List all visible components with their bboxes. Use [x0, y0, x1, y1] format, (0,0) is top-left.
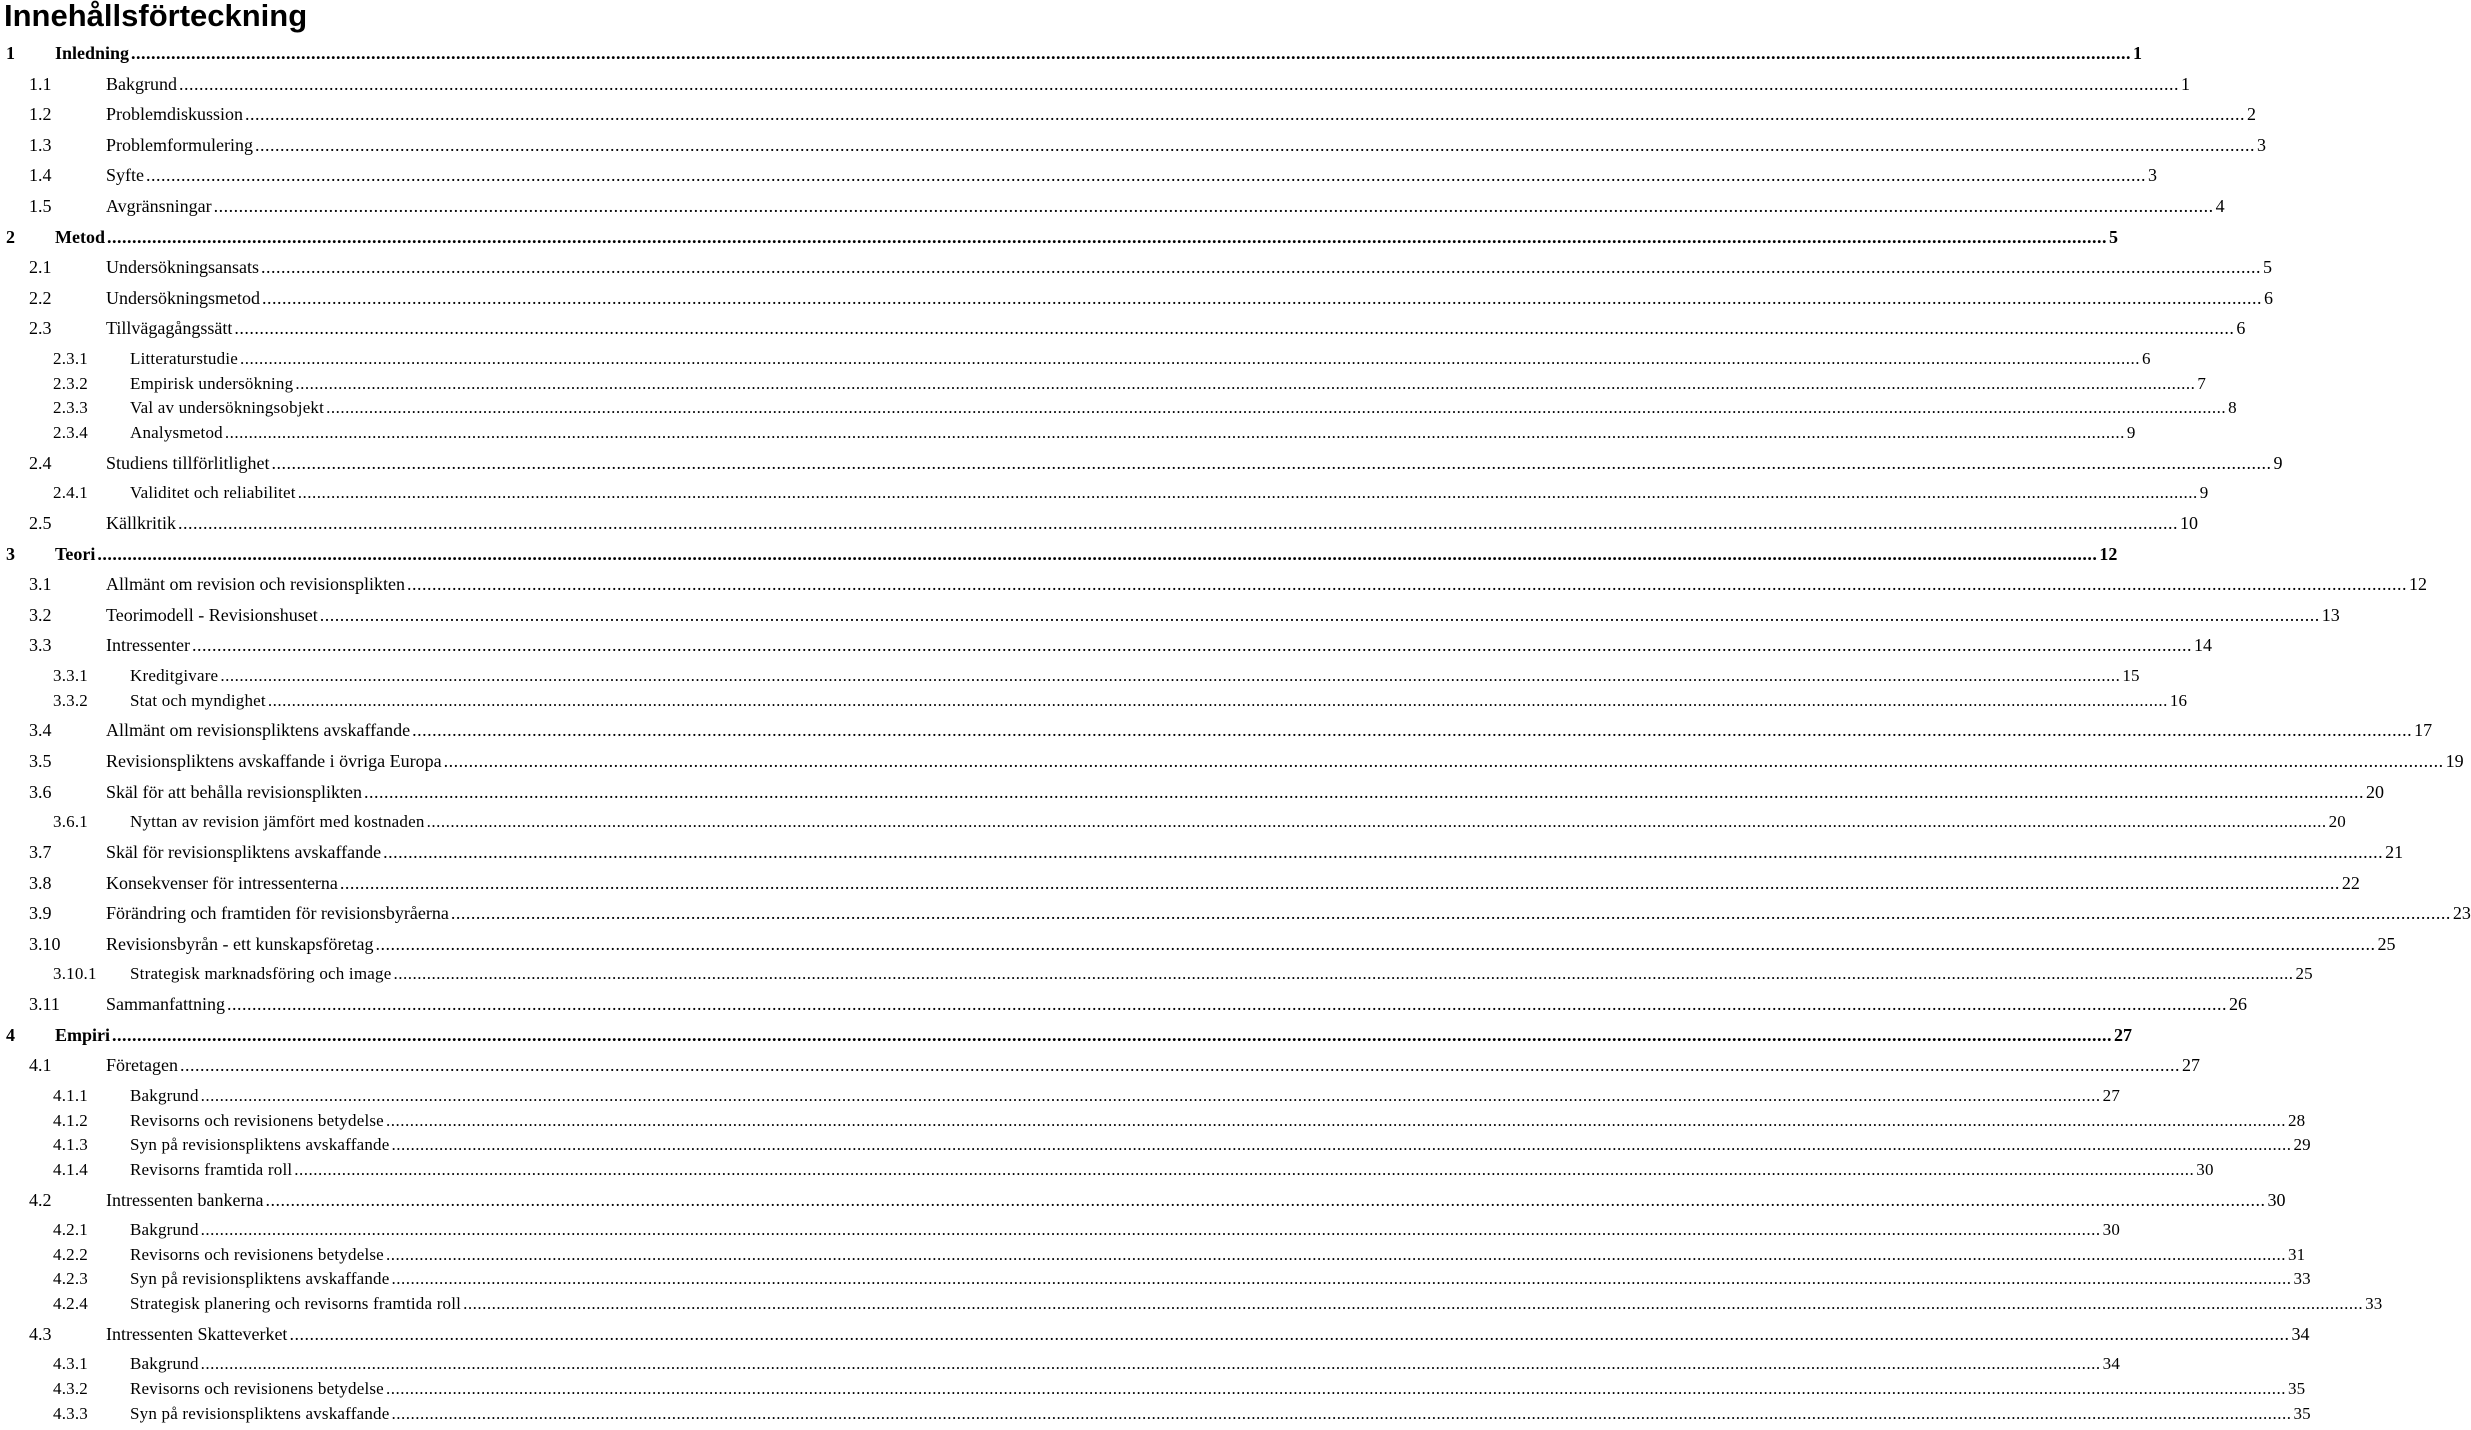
toc-entry-title: Syfte: [106, 165, 144, 186]
toc-entry[interactable]: [29, 989, 2247, 1015]
toc-entry-page: 28: [2287, 1110, 2306, 1130]
toc-entry[interactable]: [29, 746, 2464, 772]
toc-entry-number: 2.4: [29, 452, 52, 473]
toc-entry-title: Revisorns och revisionens betydelse: [130, 1110, 384, 1130]
toc-dot-leader: ................................................................................................................................................................................................................................................................................................................................................................................................................: [385, 1110, 2286, 1130]
toc-entry-title: Avgränsningar: [106, 196, 212, 216]
toc-entry-page: 1: [2181, 73, 2190, 94]
toc-entry-page: 12: [2099, 543, 2118, 564]
toc-entry-number: 2.3.2: [53, 373, 88, 393]
toc-entry-number: 2: [6, 226, 15, 247]
toc-entry[interactable]: [29, 929, 2396, 955]
toc-entry-title: Stat och myndighet: [130, 690, 266, 710]
toc-entry[interactable]: [53, 1130, 2311, 1156]
toc-entry-number: 2.3.1: [53, 349, 88, 368]
toc-entry-number: 3.3: [29, 635, 52, 656]
toc-entry-number: 3.1: [29, 574, 52, 595]
toc-entry[interactable]: [53, 1155, 2214, 1181]
toc-entry-title: Revisionspliktens avskaffande i övriga Europa: [106, 751, 442, 771]
toc-entry-number: 2.5: [29, 513, 52, 533]
toc-dot-leader: ................................................................................................................................................................................................................................................................................................................................................................................................................: [131, 43, 2132, 63]
toc-dot-leader: ................................................................................................................................................................................................................................................................................................................................................................................................................: [178, 513, 2178, 533]
toc-dot-leader: ................................................................................................................................................................................................................................................................................................................................................................................................................: [443, 751, 2444, 771]
toc-entry-page: 25: [2295, 964, 2313, 984]
toc-entry-page: 13: [2321, 604, 2340, 625]
toc-entry-number: 4.1.3: [53, 1135, 88, 1155]
toc-entry-page: 3: [2256, 134, 2266, 155]
toc-entry[interactable]: [53, 1215, 2121, 1241]
toc-entry-number: 2.1: [29, 257, 52, 278]
toc-dot-leader: ................................................................................................................................................................................................................................................................................................................................................................................................................: [245, 104, 2246, 125]
toc-entry[interactable]: [53, 1081, 2121, 1107]
toc-entry[interactable]: [29, 130, 2266, 156]
toc-entry-title: Analysmetod: [130, 422, 223, 442]
toc-dot-leader: ................................................................................................................................................................................................................................................................................................................................................................................................................: [412, 720, 2413, 741]
toc-entry-page: 27: [2114, 1024, 2133, 1045]
toc-entry-title: Intressenten Skatteverket: [106, 1323, 288, 1344]
toc-entry-number: 4.3.1: [53, 1354, 88, 1374]
toc-entry[interactable]: [29, 715, 2433, 741]
toc-entry[interactable]: [53, 478, 2209, 504]
toc-dot-leader: ................................................................................................................................................................................................................................................................................................................................................................................................................: [261, 287, 2262, 308]
toc-entry-number: 4.1.2: [53, 1110, 88, 1130]
toc-entry-number: 4.2.1: [53, 1220, 88, 1240]
toc-entry-number: 4.2: [29, 1189, 52, 1210]
toc-dot-leader: ................................................................................................................................................................................................................................................................................................................................................................................................................: [200, 1354, 2101, 1374]
toc-entry-title: Källkritik: [106, 513, 176, 533]
toc-entry-page: 21: [2385, 842, 2404, 862]
toc-entry-number: 3.4: [29, 720, 52, 741]
toc-entry-page: 6: [2263, 287, 2273, 308]
toc-entry[interactable]: [53, 393, 2237, 419]
toc-entry-number: 4.3.3: [53, 1403, 88, 1423]
page-title: Innehållsförteckning: [4, 0, 308, 33]
toc-entry[interactable]: [53, 344, 2151, 370]
toc-entry-title: Bakgrund: [130, 1354, 199, 1374]
toc-dot-leader: ................................................................................................................................................................................................................................................................................................................................................................................................................: [294, 1159, 2195, 1179]
toc-entry-number: 4.3.2: [53, 1379, 88, 1398]
toc-entry[interactable]: [53, 959, 2313, 985]
toc-dot-leader: ................................................................................................................................................................................................................................................................................................................................................................................................................: [383, 842, 2384, 862]
toc-entry-page: 22: [2341, 872, 2360, 893]
toc-entry-page: 35: [2287, 1379, 2306, 1398]
toc-entry-number: 4.2.3: [53, 1269, 88, 1289]
toc-entry[interactable]: [29, 99, 2257, 125]
toc-entry-number: 3.2: [29, 604, 52, 625]
toc-dot-leader: ................................................................................................................................................................................................................................................................................................................................................................................................................: [106, 226, 2107, 247]
toc-entry-page: 10: [2180, 513, 2198, 533]
toc-entry-title: Syn på revisionspliktens avskaffande: [130, 1403, 390, 1423]
toc-entry-title: Intressenten bankerna: [106, 1189, 264, 1210]
toc-entry-title: Undersökningsansats: [106, 257, 259, 278]
toc-entry-page: 30: [2102, 1220, 2121, 1240]
toc-entry[interactable]: [53, 1349, 2121, 1375]
toc-entry-title: Nyttan av revision jämfört med kostnaden: [130, 812, 425, 832]
toc-entry-number: 3.8: [29, 872, 52, 893]
toc-entry-page: 25: [2377, 933, 2396, 954]
toc-entry-page: 35: [2293, 1403, 2311, 1423]
toc-entry-number: 1: [6, 43, 15, 63]
toc-entry[interactable]: [53, 1374, 2306, 1400]
toc-entry-page: 4: [2215, 196, 2225, 216]
toc-entry-page: 30: [2196, 1159, 2214, 1179]
toc-entry-number: 4.1: [29, 1055, 52, 1076]
toc-entry[interactable]: [29, 1319, 2310, 1345]
toc-entry[interactable]: [53, 1289, 2383, 1315]
toc-dot-leader: ................................................................................................................................................................................................................................................................................................................................................................................................................: [240, 349, 2140, 368]
toc-entry-page: 2: [2247, 104, 2257, 125]
toc-entry-title: Empiri: [55, 1024, 111, 1045]
toc-dot-leader: ................................................................................................................................................................................................................................................................................................................................................................................................................: [146, 165, 2146, 186]
toc-dot-leader: ................................................................................................................................................................................................................................................................................................................................................................................................................: [191, 635, 2192, 656]
toc-entry-title: Konsekvenser för intressenterna: [106, 872, 338, 893]
toc-entry[interactable]: [6, 222, 2118, 248]
toc-entry-number: 1.5: [29, 196, 52, 216]
toc-entry-title: Studiens tillförlitlighet: [106, 452, 270, 473]
toc-entry-page: 1: [2133, 43, 2143, 63]
toc-entry[interactable]: [29, 283, 2273, 309]
toc-dot-leader: ................................................................................................................................................................................................................................................................................................................................................................................................................: [385, 1244, 2286, 1264]
toc-entry-title: Bakgrund: [130, 1086, 199, 1105]
toc-dot-leader: ................................................................................................................................................................................................................................................................................................................................................................................................................: [220, 666, 2121, 685]
toc-entry-page: 34: [2102, 1354, 2121, 1374]
toc-entry-page: 9: [2273, 452, 2283, 473]
toc-entry-number: 3.11: [29, 994, 60, 1015]
toc-entry-number: 1.3: [29, 134, 52, 155]
toc-dot-leader: ................................................................................................................................................................................................................................................................................................................................................................................................................: [339, 872, 2340, 893]
toc-entry-page: 3: [2148, 165, 2157, 186]
toc-entry-number: 3.10: [29, 933, 61, 954]
toc-entry[interactable]: [53, 661, 2140, 687]
toc-dot-leader: ................................................................................................................................................................................................................................................................................................................................................................................................................: [463, 1294, 2364, 1313]
toc-dot-leader: ................................................................................................................................................................................................................................................................................................................................................................................................................: [267, 690, 2168, 710]
toc-dot-leader: ................................................................................................................................................................................................................................................................................................................................................................................................................: [297, 483, 2198, 503]
toc-entry-page: 8: [2228, 398, 2237, 418]
toc-entry-title: Företagen: [106, 1055, 178, 1076]
toc-entry-page: 17: [2414, 720, 2433, 741]
toc-entry-page: 9: [2126, 422, 2136, 442]
toc-entry[interactable]: [53, 686, 2188, 712]
toc-dot-leader: ................................................................................................................................................................................................................................................................................................................................................................................................................: [112, 1024, 2113, 1045]
toc-entry-page: 5: [2108, 226, 2118, 247]
toc-entry-page: 12: [2408, 574, 2427, 595]
toc-entry-page: 5: [2262, 257, 2272, 278]
toc-entry-page: 33: [2365, 1294, 2383, 1313]
toc-entry-title: Bakgrund: [106, 73, 177, 94]
toc-entry[interactable]: [53, 1399, 2311, 1425]
toc-dot-leader: ................................................................................................................................................................................................................................................................................................................................................................................................................: [224, 422, 2125, 442]
toc-entry-title: Revisorns och revisionens betydelse: [130, 1379, 384, 1398]
toc-entry[interactable]: [29, 777, 2384, 803]
toc-entry-number: 2.2: [29, 287, 52, 308]
toc-entry-page: 27: [2102, 1086, 2121, 1105]
toc-entry-number: 3.3.2: [53, 690, 88, 710]
toc-dot-leader: ................................................................................................................................................................................................................................................................................................................................................................................................................: [200, 1220, 2101, 1240]
toc-entry-title: Strategisk planering och revisorns framtida roll: [130, 1294, 462, 1313]
toc-entry-title: Revisionsbyrån - ett kunskapsföretag: [106, 933, 374, 954]
toc-entry-title: Revisorns och revisionens betydelse: [130, 1244, 384, 1264]
toc-entry[interactable]: [6, 1020, 2133, 1046]
toc-entry-title: Sammanfattning: [106, 994, 225, 1015]
toc-entry[interactable]: [29, 1050, 2200, 1076]
toc-dot-leader: ................................................................................................................................................................................................................................................................................................................................................................................................................: [391, 1135, 2292, 1155]
toc-entry-title: Revisorns framtida roll: [130, 1159, 293, 1179]
toc-entry-page: 20: [2328, 812, 2346, 832]
toc-dot-leader: ................................................................................................................................................................................................................................................................................................................................................................................................................: [260, 257, 2261, 278]
toc-entry-page: 19: [2445, 751, 2464, 771]
toc-entry[interactable]: [29, 191, 2225, 217]
toc-entry-title: Empirisk undersökning: [130, 373, 294, 393]
toc-entry-number: 3.5: [29, 751, 52, 771]
toc-entry[interactable]: [29, 252, 2272, 278]
toc-entry[interactable]: [29, 868, 2360, 894]
toc-entry-number: 4.1.4: [53, 1159, 88, 1179]
toc-entry-page: 34: [2291, 1323, 2310, 1344]
toc-entry-title: Syn på revisionspliktens avskaffande: [130, 1269, 390, 1289]
toc-entry-page: 26: [2228, 994, 2247, 1015]
toc-entry-number: 1.4: [29, 165, 52, 186]
toc-entry-title: Teori: [55, 543, 96, 564]
toc-entry[interactable]: [29, 837, 2404, 863]
toc-entry-number: 3.3.1: [53, 666, 88, 685]
toc-dot-leader: ................................................................................................................................................................................................................................................................................................................................................................................................................: [375, 933, 2376, 954]
toc-entry-page: 29: [2293, 1135, 2311, 1155]
toc-entry-page: 9: [2199, 483, 2209, 503]
toc-entry-number: 3.9: [29, 903, 52, 924]
toc-dot-leader: ................................................................................................................................................................................................................................................................................................................................................................................................................: [319, 604, 2320, 625]
toc-entry-page: 30: [2267, 1189, 2286, 1210]
toc-entry-number: 3.6: [29, 781, 52, 802]
toc-entry-page: 15: [2122, 666, 2140, 685]
toc-entry-title: Tillvägagångssätt: [106, 318, 233, 339]
toc-entry-number: 3.10.1: [53, 964, 97, 984]
toc-dot-leader: ................................................................................................................................................................................................................................................................................................................................................................................................................: [391, 1269, 2292, 1289]
toc-entry-title: Intressenter: [106, 635, 190, 656]
toc-entry-page: 27: [2181, 1055, 2200, 1076]
toc-entry[interactable]: [53, 418, 2136, 444]
toc-dot-leader: ................................................................................................................................................................................................................................................................................................................................................................................................................: [363, 781, 2364, 802]
toc-dot-leader: ................................................................................................................................................................................................................................................................................................................................................................................................................: [289, 1323, 2290, 1344]
toc-entry-title: Kreditgivare: [130, 666, 219, 685]
toc-entry-number: 2.3.3: [53, 398, 88, 418]
toc-entry-number: 4.3: [29, 1323, 52, 1344]
toc-entry-page: 16: [2169, 690, 2188, 710]
toc-entry-number: 4: [6, 1024, 15, 1045]
toc-dot-leader: ................................................................................................................................................................................................................................................................................................................................................................................................................: [213, 196, 2214, 216]
toc-entry[interactable]: [29, 313, 2246, 339]
toc-entry-title: Bakgrund: [130, 1220, 199, 1240]
toc-dot-leader: ................................................................................................................................................................................................................................................................................................................................................................................................................: [393, 964, 2294, 984]
toc-entry-title: Teorimodell - Revisionshuset: [106, 604, 318, 625]
toc-entry-title: Skäl för att behålla revisionsplikten: [106, 781, 362, 802]
toc-entry-title: Skäl för revisionspliktens avskaffande: [106, 842, 382, 862]
toc-entry[interactable]: [29, 69, 2190, 95]
toc-entry[interactable]: [29, 898, 2471, 924]
toc-entry[interactable]: [29, 160, 2157, 186]
toc-entry-number: 2.4.1: [53, 483, 88, 503]
toc-entry-number: 2.3: [29, 318, 52, 339]
toc-dot-leader: ................................................................................................................................................................................................................................................................................................................................................................................................................: [295, 373, 2196, 393]
toc-entry-title: Validitet och reliabilitet: [130, 483, 296, 503]
toc-entry-title: Undersökningsmetod: [106, 287, 260, 308]
toc-entry-number: 4.2.4: [53, 1294, 88, 1313]
toc-entry-title: Val av undersökningsobjekt: [130, 398, 325, 418]
toc-entry[interactable]: [53, 1240, 2306, 1266]
toc-entry[interactable]: [6, 539, 2118, 565]
toc-entry-number: 1.1: [29, 73, 52, 94]
toc-entry[interactable]: [53, 807, 2346, 833]
toc-entry-number: 2.3.4: [53, 422, 88, 442]
toc-dot-leader: ................................................................................................................................................................................................................................................................................................................................................................................................................: [391, 1403, 2292, 1423]
toc-dot-leader: ................................................................................................................................................................................................................................................................................................................................................................................................................: [200, 1086, 2101, 1105]
toc-dot-leader: ................................................................................................................................................................................................................................................................................................................................................................................................................: [385, 1379, 2286, 1398]
toc-entry-page: 14: [2193, 635, 2212, 656]
toc-entry[interactable]: [6, 38, 2143, 64]
toc-entry-number: 3.6.1: [53, 812, 88, 832]
toc-dot-leader: ................................................................................................................................................................................................................................................................................................................................................................................................................: [254, 134, 2255, 155]
toc-entry-page: 6: [2236, 318, 2246, 339]
toc-entry-page: 6: [2142, 349, 2151, 368]
toc-entry-number: 4.1.1: [53, 1086, 88, 1105]
toc-entry[interactable]: [29, 600, 2340, 626]
toc-dot-leader: ................................................................................................................................................................................................................................................................................................................................................................................................................: [226, 994, 2227, 1015]
toc-dot-leader: ................................................................................................................................................................................................................................................................................................................................................................................................................: [265, 1189, 2266, 1210]
toc-entry-page: 33: [2293, 1269, 2311, 1289]
toc-entry[interactable]: [53, 369, 2207, 395]
toc-entry-number: 4.2.2: [53, 1244, 88, 1264]
toc-entry[interactable]: [53, 1106, 2306, 1132]
toc-entry[interactable]: [29, 448, 2283, 474]
toc-entry-number: 3.7: [29, 842, 52, 862]
toc-dot-leader: ................................................................................................................................................................................................................................................................................................................................................................................................................: [406, 574, 2407, 595]
toc-dot-leader: ................................................................................................................................................................................................................................................................................................................................................................................................................: [97, 543, 2098, 564]
toc-entry-page: 31: [2287, 1244, 2306, 1264]
toc-entry-title: Inledning: [55, 43, 130, 63]
toc-entry-title: Problemdiskussion: [106, 104, 244, 125]
toc-dot-leader: ................................................................................................................................................................................................................................................................................................................................................................................................................: [179, 73, 2179, 94]
toc-dot-leader: ................................................................................................................................................................................................................................................................................................................................................................................................................: [271, 452, 2272, 473]
toc-dot-leader: ................................................................................................................................................................................................................................................................................................................................................................................................................: [450, 903, 2451, 924]
toc-entry-page: 7: [2197, 373, 2207, 393]
toc-entry[interactable]: [29, 508, 2198, 534]
toc-entry-title: Litteraturstudie: [130, 349, 238, 368]
toc-dot-leader: ................................................................................................................................................................................................................................................................................................................................................................................................................: [234, 318, 2235, 339]
toc-dot-leader: ................................................................................................................................................................................................................................................................................................................................................................................................................: [426, 812, 2327, 832]
toc-entry-title: Syn på revisionspliktens avskaffande: [130, 1135, 390, 1155]
toc-entry-title: Metod: [55, 226, 105, 247]
toc-entry-title: Allmänt om revision och revisionsplikten: [106, 574, 405, 595]
toc-entry[interactable]: [29, 630, 2212, 656]
toc-entry-title: Allmänt om revisionspliktens avskaffande: [106, 720, 411, 741]
toc-entry[interactable]: [53, 1264, 2311, 1290]
toc-entry-title: Strategisk marknadsföring och image: [130, 964, 392, 984]
toc-dot-leader: ................................................................................................................................................................................................................................................................................................................................................................................................................: [326, 398, 2227, 418]
toc-entry-number: 3: [6, 543, 15, 564]
toc-entry-title: Förändring och framtiden för revisionsbyråerna: [106, 903, 449, 924]
toc-entry[interactable]: [29, 569, 2427, 595]
toc-entry-title: Problemformulering: [106, 134, 253, 155]
toc-entry-page: 23: [2452, 903, 2471, 924]
toc-entry[interactable]: [29, 1185, 2286, 1211]
toc-dot-leader: ................................................................................................................................................................................................................................................................................................................................................................................................................: [179, 1055, 2180, 1076]
toc-entry-page: 20: [2365, 781, 2384, 802]
toc-entry-number: 1.2: [29, 104, 52, 125]
